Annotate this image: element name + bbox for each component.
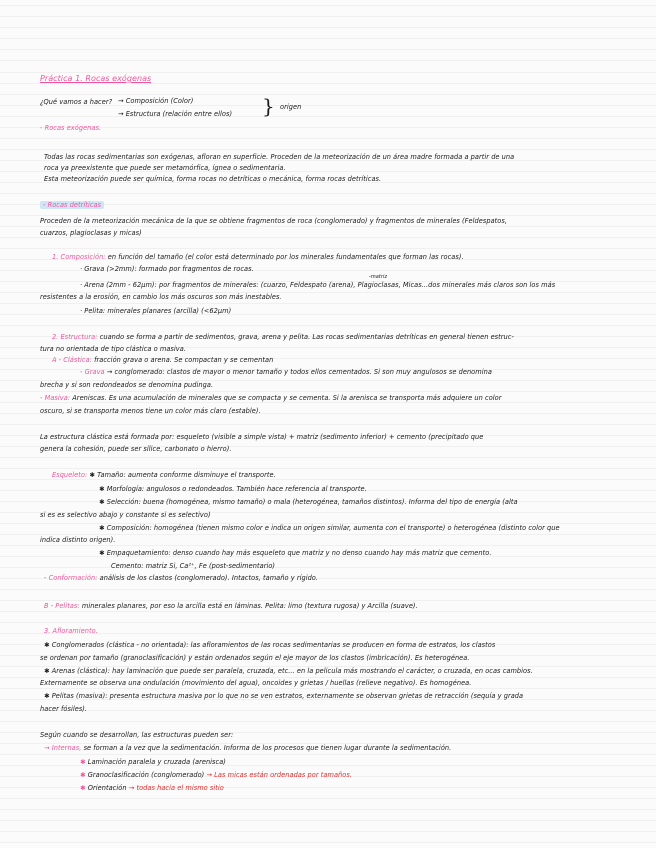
dinamica-item-2 xyxy=(80,771,352,780)
dinamica-item-3-extra: → todas hacia el mismo sitio xyxy=(128,784,224,792)
esqueleto-line-4: si es es selectivo abajo y constante si es selectivo) xyxy=(40,511,211,519)
pelitas-heading: B - Pelitas: xyxy=(44,602,80,610)
intro-arrow-structure: → Estructura (relación entre ellos) xyxy=(118,110,233,118)
composicion-line-3: · Arena (2mm - 62µm): por fragmentos de minerales: (cuarzo, Feldespato (arena), Plagioclasas, Micas...dos minerales más claros son los más xyxy=(80,281,556,289)
composicion-heading: 1. Composición: xyxy=(52,253,106,261)
clastica-heading: A - Clástica: xyxy=(52,356,92,364)
dinamica-item-2-label: Granoclasificación (conglomerado) xyxy=(87,771,205,779)
estructura-line-2: tura no orientada de tipo clástica o masiva. xyxy=(40,345,186,353)
grava-row xyxy=(80,368,492,377)
conformacion-row xyxy=(44,574,318,583)
pelitas-text: minerales planares, por eso la arcilla está en láminas. Pelita: limo (textura rugosa) y Arcilla (suave). xyxy=(81,602,418,610)
esqueleto-line-3: ✱ Selección: buena (homogénea, mismo tamaño) o mala (heterogénea, tamaños distintos). Informa del tipo de energía (alta xyxy=(99,498,518,506)
detriticas-heading-highlight: - Rocas detríticas xyxy=(40,201,104,209)
esqueleto-row xyxy=(52,471,276,480)
estructura-heading: 2. Estructura: xyxy=(52,333,98,341)
masiva-text: Areniscas. Es una acumulación de minerales que se compacta y se cementa. Si la arenisca se transporta más adquiere un color xyxy=(72,394,502,402)
masiva-heading: - Masiva: xyxy=(40,394,71,402)
textura-line-2: genera la cohesión, puede ser sílice, carbonato o hierro). xyxy=(40,445,232,453)
exogenas-line-1: Todas las rocas sedimentarias son exógenas, afloran en superficie. Proceden de la meteorización de un área madre formada a partir de una xyxy=(44,153,515,161)
estructura-line-1: cuando se forma a partir de sedimentos, grava, arena y pelita. Las rocas sedimentarias detríticas en general tienen estruc- xyxy=(99,333,514,341)
afloramiento-line-1: ✱ Conglomerados (clástica - no orientada): las afloramientos de las rocas sedimentarias se producen en forma de estratos, los clastos xyxy=(44,641,496,649)
internas-row xyxy=(44,744,451,753)
exogenas-line-2: roca ya preexistente que puede ser metamórfica, ígnea o sedimentaria. xyxy=(44,164,286,172)
esqueleto-line-2: ✱ Morfología: angulosos o redondeados. También hace referencia al transporte. xyxy=(99,485,367,493)
dinamica-item-1-label: Laminación paralela y cruzada (arenisca) xyxy=(87,758,226,766)
textura-line-1: La estructura clástica está formada por: esqueleto (visible a simple vista) + matriz (sedimento inferior) + cemento (precipitado que xyxy=(40,433,484,441)
detriticas-line-1: Proceden de la meteorización mecánica de la que se obtiene fragmentos de roca (conglomerado) y fragmentos de minerales (Feldespatos, xyxy=(40,217,508,225)
composicion-row xyxy=(52,253,464,262)
asterisk-icon: ✱ xyxy=(80,758,86,766)
composicion-line-2: · Grava (>2mm): formado por fragmentos de rocas. xyxy=(80,265,254,273)
intro-arrow-composition: → Composición (Color) xyxy=(118,97,194,105)
masiva-row xyxy=(40,394,502,403)
pelitas-row xyxy=(44,602,418,611)
asterisk-icon: ✱ xyxy=(80,784,86,792)
esqueleto-line-5: ✱ Composición: homogénea (tienen mismo color e indica un origen similar, aumenta con el transporte) o heterogénea (distinto color que xyxy=(99,524,560,532)
esqueleto-line-8: Cemento: matriz Si, Ca²⁺, Fe (post-sedimentario) xyxy=(111,562,276,570)
afloramiento-line-3: ✱ Arenas (clástica): hay laminación que puede ser paralela, cruzada, etc... en la pelicula más mostrando el carácter, o cruzada, en ocas cambios. xyxy=(44,667,533,675)
page-title: Práctica 1. Rocas exógenas xyxy=(40,74,152,83)
asterisk-icon: ✱ xyxy=(80,771,86,779)
dinamica-intro: Según cuando se desarrollan, las estructuras pueden ser: xyxy=(40,731,234,739)
conformacion-heading: - Conformación: xyxy=(44,574,98,582)
grava-label: - Grava xyxy=(80,368,105,376)
section-detriticas-heading xyxy=(40,201,104,210)
intro-brace-label: origen xyxy=(280,103,302,111)
masiva-text-2: oscuro, si se transporta menos tiene un color más claro (estable). xyxy=(40,407,261,415)
internas-label: → Internas, xyxy=(44,744,82,752)
esqueleto-line-7: ✱ Empaquetamiento: denso cuando hay más esqueleto que matriz y no denso cuando hay más matriz que cemento. xyxy=(99,549,492,557)
esqueleto-line-1: ✱ Tamaño: aumenta conforme disminuye el transporte. xyxy=(89,471,276,479)
composicion-line-4: resistentes a la erosión, en cambio los más oscuros son más inestables. xyxy=(40,293,282,301)
dinamica-item-3-label: Orientación xyxy=(87,784,127,792)
clastica-text: fracción grava o arena. Se compactan y se cementan xyxy=(94,356,274,364)
afloramiento-heading: 3. Afloramiento. xyxy=(44,627,98,635)
afloramiento-line-6: hacer fósiles). xyxy=(40,705,88,713)
dinamica-item-1 xyxy=(80,758,226,767)
detriticas-line-2: cuarzos, plagioclasas y micas) xyxy=(40,229,142,237)
afloramiento-line-4: Externamente se observa una ondulación (movimiento del agua), oncoides y grietas / huellas (relieve negativo). Es homogénea. xyxy=(40,679,472,687)
dinamica-item-3 xyxy=(80,784,224,793)
grava-text-2: brecha y si son redondeados se denomina pudinga. xyxy=(40,381,214,389)
conformacion-text: análisis de los clastos (conglomerado). Intactos, tamaño y rígido. xyxy=(99,574,319,582)
esqueleto-line-6: indica distinto origen). xyxy=(40,536,116,544)
composicion-line-1: en función del tamaño (el color está determinado por los minerales fundamentales que forman las rocas). xyxy=(107,253,464,261)
composicion-line-5: · Pelita: minerales planares (arcilla) (<62µm) xyxy=(80,307,232,315)
esqueleto-heading: Esqueleto: xyxy=(52,471,88,479)
exogenas-line-3: Esta meteorización puede ser química, forma rocas no detríticas o mecánica, forma rocas detríticas. xyxy=(44,175,382,183)
clastica-row xyxy=(52,356,273,365)
internas-text: se forman a la vez que la sedimentación. Informa de los procesos que tienen lugar durante la sedimentación. xyxy=(83,744,452,752)
brace-icon: } xyxy=(262,94,275,118)
intro-question: ¿Qué vamos a hacer? xyxy=(40,98,113,106)
afloramiento-line-2: se ordenan por tamaño (granoclasificación) y están ordenados según el eje mayor de los clastos (imbricación). Es heterogénea. xyxy=(40,654,470,662)
composicion-annotation: -matriz xyxy=(369,274,388,280)
dinamica-item-2-extra: → Las micas están ordenadas por tamaños. xyxy=(206,771,352,779)
section-exogenas-heading: - Rocas exógenas. xyxy=(40,124,102,132)
grava-text: → conglomerado: clastos de mayor o menor tamaño y todos ellos cementados. Si son muy angulosos se denomina xyxy=(106,368,492,376)
estructura-row xyxy=(52,333,514,342)
afloramiento-line-5: ✱ Pelitas (masiva): presenta estructura masiva por lo que no se ven estratos, externamente se observan grietas de retracción (sequía y grada xyxy=(44,692,524,700)
